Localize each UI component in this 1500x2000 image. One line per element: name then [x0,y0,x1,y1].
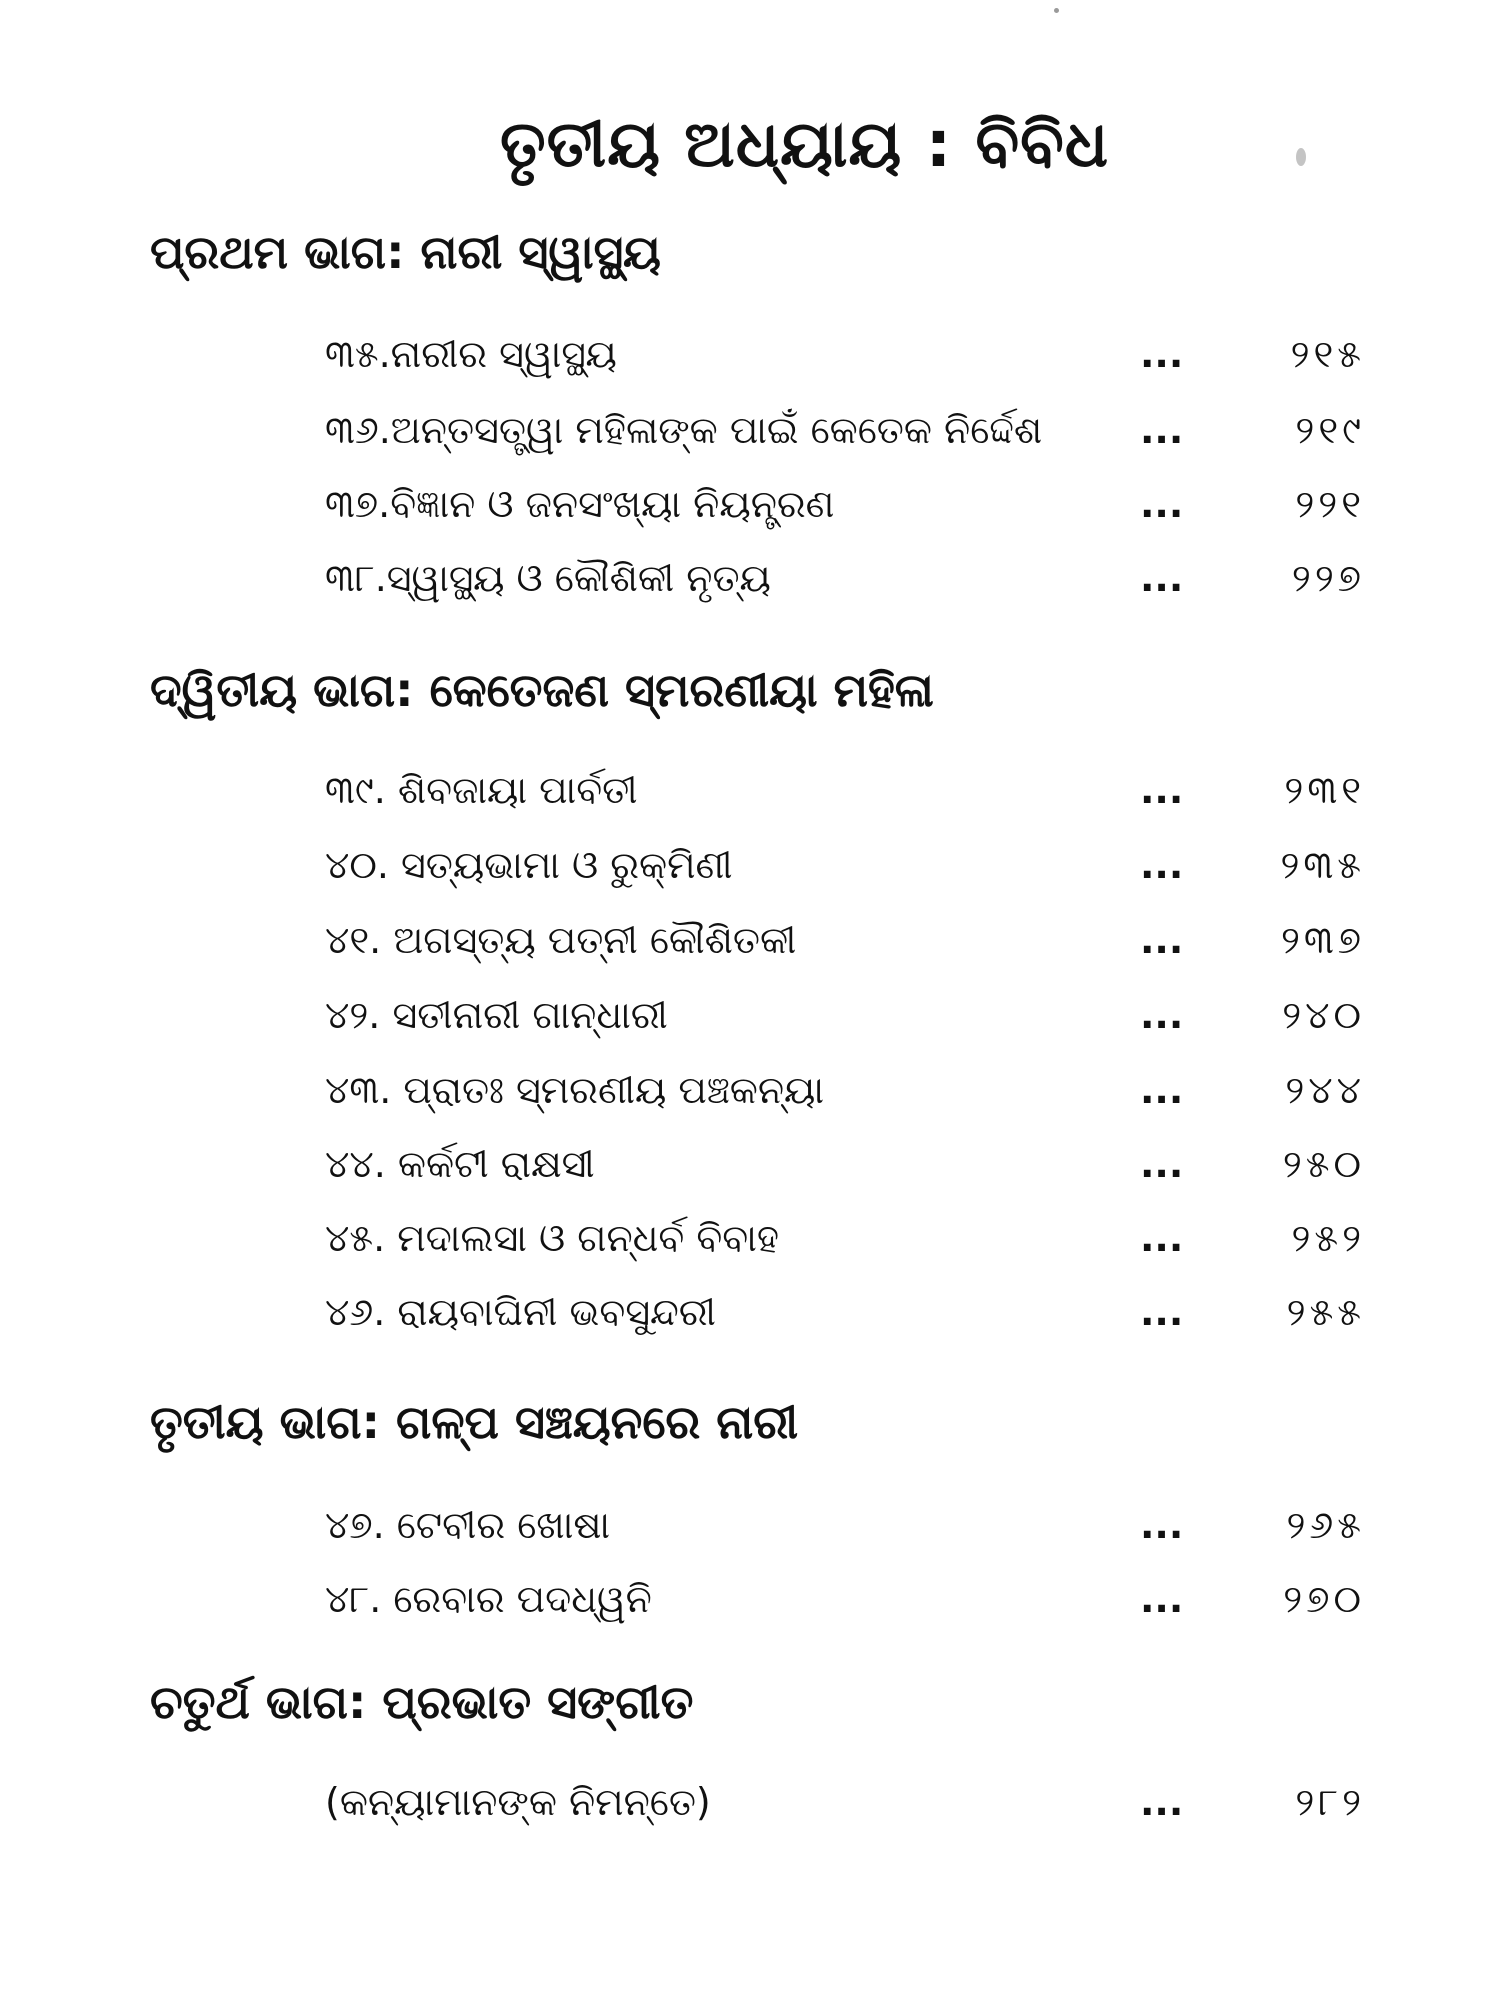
scan-speck [1054,8,1059,13]
toc-entry-page: ୨୩୧ [1284,768,1365,812]
toc-entry-title: ୪୭. ଟେବୀର ଖୋଷା [325,1503,611,1547]
scan-speck [1296,148,1306,166]
toc-entry[interactable] [325,1780,1365,1836]
toc-entry-page: ୨୭୦ [1283,1577,1365,1621]
toc-entry-leader: ... [1140,843,1184,887]
toc-entry[interactable] [325,1503,1365,1559]
toc-entry-page: ୨୩୫ [1280,843,1365,887]
toc-entry[interactable] [325,918,1365,974]
toc-entry[interactable] [325,1068,1365,1124]
toc-entry-title: ୩୯. ଶିବଜାୟା ପାର୍ବତୀ [325,768,638,812]
toc-entry-title: (କନ୍ୟାମାନଙ୍କ ନିମନ୍ତେ) [325,1780,711,1824]
toc-entry-leader: ... [1140,1780,1184,1824]
toc-entry[interactable] [325,1290,1365,1346]
toc-entry-title: ୪୨. ସତୀନାରୀ ଗାନ୍ଧାରୀ [325,993,668,1037]
toc-entry-page: ୨୫୦ [1282,1142,1365,1186]
toc-entry-page: ୨୮୨ [1295,1780,1365,1824]
toc-entry-page: ୨୫୫ [1286,1290,1365,1334]
toc-entry-title: ୩୫.ନାରୀର ସ୍ୱାସ୍ଥ୍ୟ [325,332,617,376]
toc-entry-page: ୨୪୦ [1282,993,1365,1037]
toc-entry[interactable] [325,482,1365,538]
toc-entry-page: ୨୨୧ [1295,482,1365,526]
toc-entry-leader: ... [1140,408,1184,452]
toc-entry-leader: ... [1140,1503,1184,1547]
toc-entry[interactable] [325,332,1365,388]
chapter-title: ତୃତୀୟ ଅଧ୍ୟାୟ : ବିବିଧ [500,108,1110,182]
toc-entry-page: ୨୧୯ [1295,408,1365,452]
toc-entry-title: ୩୬.ଅନ୍ତସତ୍ତ୍ୱା ମହିଳାଙ୍କ ପାଇଁ କେତେକ ନିର୍ଦ୍ଦେଶ [325,408,1043,452]
toc-entry[interactable] [325,1216,1365,1272]
toc-entry[interactable] [325,408,1365,464]
part-heading: ଚତୁର୍ଥ ଭାଗ: ପ୍ରଭାତ ସଙ୍ଗୀତ [150,1675,694,1729]
toc-entry-leader: ... [1140,482,1184,526]
toc-entry-title: ୪୦. ସତ୍ୟଭାମା ଓ ରୁକ୍ମିଣୀ [325,843,733,887]
toc-entry-title: ୪୩. ପ୍ରାତଃ ସ୍ମରଣୀୟ ପଞ୍ଚକନ୍ୟା [325,1068,825,1112]
part-heading: ତୃତୀୟ ଭାଗ: ଗଳ୍ପ ସଞ୍ଚୟନରେ ନାରୀ [150,1395,799,1449]
toc-entry-title: ୪୬. ରାୟବାଘିନୀ ଭବସୁନ୍ଦରୀ [325,1290,716,1334]
toc-entry-page: ୨୧୫ [1290,332,1365,376]
toc-entry-leader: ... [1140,556,1184,600]
toc-entry[interactable] [325,843,1365,899]
toc-entry-leader: ... [1140,993,1184,1037]
toc-entry[interactable] [325,993,1365,1049]
toc-entry-title: ୪୪. କର୍କଟୀ ରାକ୍ଷସୀ [325,1142,595,1186]
toc-entry-leader: ... [1140,1142,1184,1186]
toc-entry-page: ୨୩୭ [1280,918,1365,962]
toc-entry-page: ୨୬୫ [1286,1503,1365,1547]
toc-entry[interactable] [325,1142,1365,1198]
toc-entry[interactable] [325,768,1365,824]
toc-entry-leader: ... [1140,918,1184,962]
part-heading: ଦ୍ୱିତୀୟ ଭାଗ: କେତେଜଣ ସ୍ମରଣୀୟା ମହିଳା [150,663,934,717]
toc-entry-page: ୨୪୪ [1285,1068,1365,1112]
toc-entry[interactable] [325,1577,1365,1633]
toc-entry-leader: ... [1140,1068,1184,1112]
toc-entry[interactable] [325,556,1365,612]
toc-entry-page: ୨୨୭ [1291,556,1365,600]
toc-entry-leader: ... [1140,1290,1184,1334]
toc-entry-title: ୩୭.ବିଜ୍ଞାନ ଓ ଜନସଂଖ୍ୟା ନିୟନ୍ତ୍ରଣ [325,482,835,526]
toc-entry-leader: ... [1140,768,1184,812]
toc-entry-leader: ... [1140,332,1184,376]
toc-entry-leader: ... [1140,1216,1184,1260]
toc-entry-title: ୪୧. ଅଗସ୍ତ୍ୟ ପତ୍ନୀ କୌଶିତକୀ [325,918,797,962]
toc-entry-title: ୪୫. ମଦାଲସା ଓ ଗନ୍ଧର୍ବ ବିବାହ [325,1216,780,1260]
toc-entry-title: ୩୮.ସ୍ୱାସ୍ଥ୍ୟ ଓ କୌଶିକୀ ନୃତ୍ୟ [325,556,771,600]
toc-entry-leader: ... [1140,1577,1184,1621]
toc-entry-page: ୨୫୨ [1291,1216,1365,1260]
toc-entry-title: ୪୮. ରେବାର ପଦଧ୍ୱନି [325,1577,652,1621]
part-heading: ପ୍ରଥମ ଭାଗ: ନାରୀ ସ୍ୱାସ୍ଥ୍ୟ [150,225,661,279]
